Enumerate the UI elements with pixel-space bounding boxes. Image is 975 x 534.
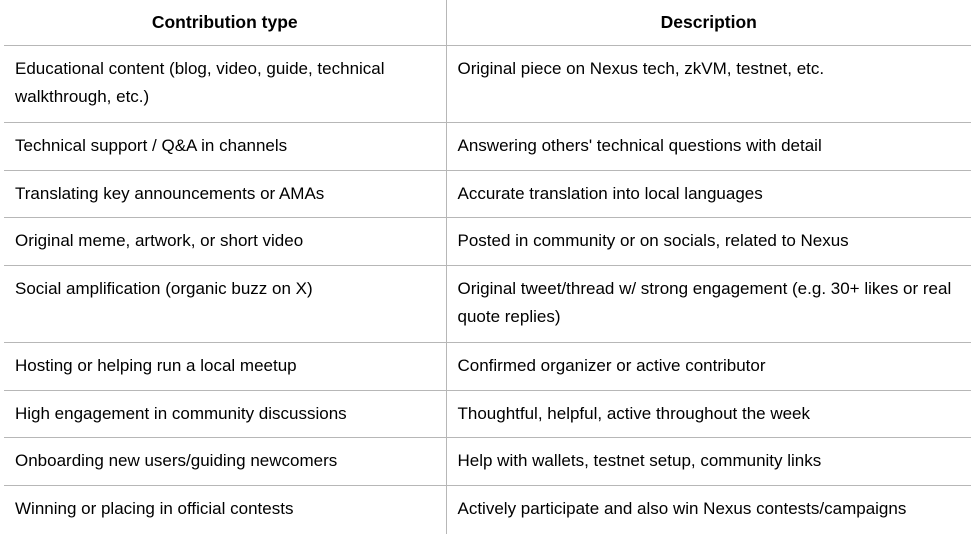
- cell-description: [446, 266, 971, 343]
- table-row: [4, 343, 971, 391]
- table-row: [4, 218, 971, 266]
- table-row: [4, 266, 971, 343]
- contribution-type-text: Translating key announcements or AMAs: [15, 183, 325, 203]
- table-header-row: [4, 0, 971, 46]
- cell-contribution-type: [4, 218, 446, 266]
- contribution-types-table: [4, 0, 971, 534]
- column-header-contribution-type-label: Contribution type: [151, 12, 298, 32]
- description-text: Answering others' technical questions with detail: [457, 136, 822, 156]
- table-row: [4, 485, 971, 534]
- description-text: Confirmed organizer or active contributor: [457, 356, 766, 376]
- cell-description: [446, 343, 971, 391]
- table-row: [4, 390, 971, 438]
- cell-description: [446, 438, 971, 486]
- cell-contribution-type: [4, 170, 446, 218]
- cell-description: [446, 218, 971, 266]
- contribution-type-text: Educational content (blog, video, guide, technical walkthrough, etc.): [15, 59, 385, 106]
- cell-description: [446, 485, 971, 534]
- contribution-type-text: Technical support / Q&A in channels: [15, 136, 288, 156]
- contribution-type-text: Social amplification (organic buzz on X): [15, 279, 313, 298]
- description-text: Thoughtful, helpful, active throughout the week: [457, 403, 811, 423]
- column-header-description: [446, 0, 971, 46]
- contribution-type-text: Original meme, artwork, or short video: [15, 231, 304, 251]
- column-header-contribution-type: [4, 0, 446, 46]
- description-text: Accurate translation into local languages: [457, 183, 763, 203]
- cell-description: [446, 390, 971, 438]
- cell-contribution-type: [4, 485, 446, 534]
- description-text: Original piece on Nexus tech, zkVM, testnet, etc.: [457, 59, 825, 79]
- description-text: Posted in community or on socials, related to Nexus: [457, 231, 849, 251]
- contribution-type-text: High engagement in community discussions: [15, 403, 347, 423]
- column-header-description-label: Description: [660, 12, 757, 32]
- cell-contribution-type: [4, 46, 446, 123]
- description-text: Actively participate and also win Nexus contests/campaigns: [457, 498, 907, 518]
- cell-contribution-type: [4, 390, 446, 438]
- cell-contribution-type: [4, 343, 446, 391]
- cell-description: [446, 123, 971, 171]
- contribution-type-text: Hosting or helping run a local meetup: [15, 356, 297, 376]
- cell-description: [446, 46, 971, 123]
- cell-contribution-type: [4, 438, 446, 486]
- cell-contribution-type: [4, 123, 446, 171]
- cell-contribution-type: [4, 266, 446, 343]
- description-text: Help with wallets, testnet setup, community links: [457, 451, 822, 471]
- description-text: Original tweet/thread w/ strong engagement (e.g. 30+ likes or real quote replies): [457, 279, 952, 326]
- contribution-type-text: Onboarding new users/guiding newcomers: [15, 451, 338, 471]
- cell-description: [446, 170, 971, 218]
- table-row: [4, 123, 971, 171]
- table-row: [4, 170, 971, 218]
- contribution-type-text: Winning or placing in official contests: [15, 498, 294, 518]
- table-row: [4, 438, 971, 486]
- table-row: [4, 46, 971, 123]
